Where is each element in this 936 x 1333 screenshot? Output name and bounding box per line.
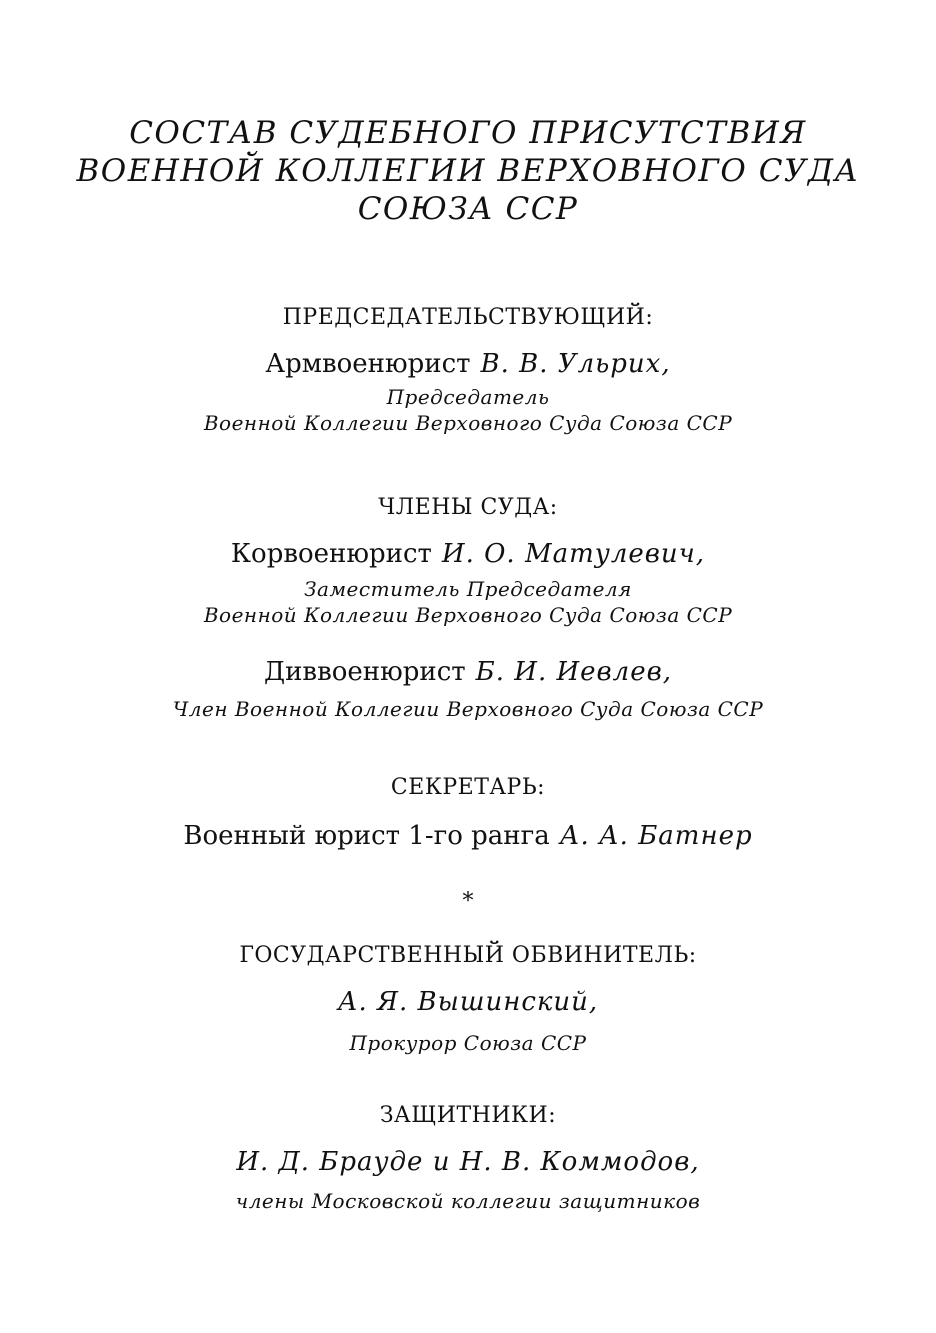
secretary-name: А. А. Батнер [559, 821, 753, 851]
member-1-rank: Корвоенюрист [230, 539, 432, 569]
title-line-3: СОЮЗА ССР [357, 191, 579, 227]
presiding-role-2: Военной Коллегии Верховного Суда Союза ССР [203, 411, 733, 435]
member-2-person [0, 656, 936, 688]
prosecutor-person [0, 986, 936, 1018]
presiding-person [0, 348, 936, 380]
member-1-name: И. О. Матулевич, [441, 539, 706, 569]
defenders-heading: ЗАЩИТНИКИ: [379, 1103, 557, 1128]
member-1-role-2: Военной Коллегии Верховного Суда Союза ССР [203, 603, 733, 627]
defenders-name: И. Д. Брауде и Н. В. Коммодов, [236, 1147, 700, 1177]
member-2-rank: Диввоенюрист [263, 657, 466, 687]
secretary-person [0, 820, 936, 852]
title-line-1: СОСТАВ СУДЕБНОГО ПРИСУТСТВИЯ [129, 115, 807, 151]
presiding-role-1: Председатель [386, 385, 550, 409]
defenders-role-1: члены Московской коллегии защитников [235, 1189, 701, 1213]
secretary-rank: Военный юрист 1-го ранга [183, 821, 550, 851]
separator-asterisk: * [462, 889, 474, 914]
member-1-person [0, 538, 936, 570]
secretary-heading: СЕКРЕТАРЬ: [390, 775, 546, 800]
defenders-person [0, 1146, 936, 1178]
presiding-name: В. В. Ульрих, [480, 349, 671, 379]
prosecutor-heading: ГОСУДАРСТВЕННЫЙ ОБВИНИТЕЛЬ: [239, 943, 697, 968]
member-2-role-1: Член Военной Коллегии Верховного Суда Союза ССР [172, 697, 764, 721]
presiding-heading: ПРЕДСЕДАТЕЛЬСТВУЮЩИЙ: [282, 305, 654, 330]
prosecutor-role-1: Прокурор Союза ССР [349, 1031, 587, 1055]
prosecutor-name: А. Я. Вышинский, [337, 987, 599, 1017]
member-2-name: Б. И. Иевлев, [475, 657, 673, 687]
title-line-2: ВОЕННОЙ КОЛЛЕГИИ ВЕРХОВНОГО СУДА [76, 153, 860, 189]
presiding-rank: Армвоенюрист [265, 349, 471, 379]
members-heading: ЧЛЕНЫ СУДА: [378, 495, 558, 520]
member-1-role-1: Заместитель Председателя [304, 577, 632, 601]
